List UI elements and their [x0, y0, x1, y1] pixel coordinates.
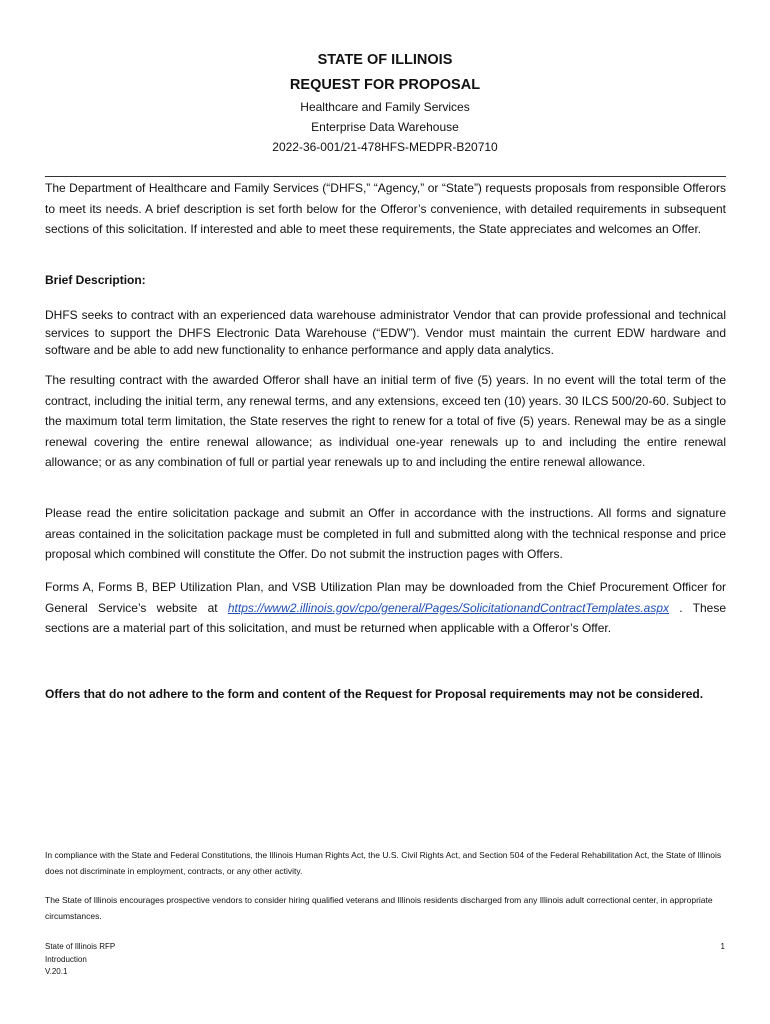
intro-paragraph: The Department of Healthcare and Family Services (“DHFS,” “Agency,” or “State”) requests proposals from responsible Offerors to meet its needs. A brief description is set forth below for the Offeror’s convenience, with detailed requirements in subsequent sections of this solicitation. If interested and able to meet these requirements, the State appreciates and welcomes an Offer.	[45, 181, 726, 236]
page-footer	[45, 941, 115, 979]
instructions-paragraph: Please read the entire solicitation package and submit an Offer in accordance with the instructions. All forms and signature areas contained in the solicitation package must be completed in full and submitted along with the technical response and price proposal which combined will constitute the Offer. Do not submit the instruction pages with Offers.	[45, 506, 726, 561]
footer-section: Introduction	[45, 954, 87, 964]
forms-text-before: Forms A, Forms B, BEP Utilization Plan, and VSB Utilization Plan may be downloaded from the Chief Procurement Officer for General Service’s website at	[45, 580, 726, 615]
agency-name: Healthcare and Family Services	[300, 100, 470, 114]
forms-templates-link[interactable]: https://www2.illinois.gov/cpo/general/Pages/SolicitationandContractTemplates.aspx	[227, 600, 670, 615]
brief-description-heading: Brief Description:	[45, 273, 146, 287]
document-title-state: STATE OF ILLINOIS	[317, 52, 453, 68]
contract-term-paragraph: The resulting contract with the awarded Offeror shall have an initial term of five (5) years. In no event will the total term of the contract, including the initial term, any renewal terms, and any extensions, exceed ten (10) years. 30 ILCS 500/20-60. Subject to the maximum total term limitation, the State reserves the right to renew for a total of five (5) years. Renewal may be as a single renewal covering the entire renewal allowance; as individual one-year renewals up to and including the entire renewal allowance; or as any combination of full or partial year renewals up to and including the entire renewal allowance.	[45, 373, 726, 469]
footer-version: V.20.1	[45, 967, 68, 976]
nondiscrimination-notice: In compliance with the State and Federal Constitutions, the Illinois Human Rights Act, the U.S. Civil Rights Act, and Section 504 of the Federal Rehabilitation Act, the State of Illinois does not discriminate in employment, contracts, or any other activity.	[45, 850, 722, 876]
document-title-type: REQUEST FOR PROPOSAL	[289, 77, 481, 93]
reference-number: 2022-36-001/21-478HFS-MEDPR-B20710	[272, 140, 498, 154]
scope-paragraph: DHFS seeks to contract with an experienced data warehouse administrator Vendor that can provide professional and technical services to support the DHFS Electronic Data Warehouse (“EDW”). Vendor must maintain the current EDW hardware and software and be able to add new functionality to enhance performance and apply data analytics.	[45, 308, 726, 357]
forms-text-after: . These sections are a material part of this solicitation, and must be returned when applicable with a Offeror’s Offer.	[45, 600, 726, 635]
project-name: Enterprise Data Warehouse	[311, 120, 459, 134]
footer-doc-name: State of Illinois RFP	[45, 942, 116, 951]
forms-paragraph	[45, 577, 726, 639]
veterans-notice: The State of Illinois encourages prospective vendors to consider hiring qualified veterans and Illinois residents discharged from any Illinois adult correctional center, in appropriate circumstances.	[45, 895, 713, 921]
page-number: 1	[720, 942, 725, 951]
header-divider	[45, 176, 726, 177]
compliance-warning: Offers that do not adhere to the form and content of the Request for Proposal requirements may not be considered.	[45, 687, 704, 701]
